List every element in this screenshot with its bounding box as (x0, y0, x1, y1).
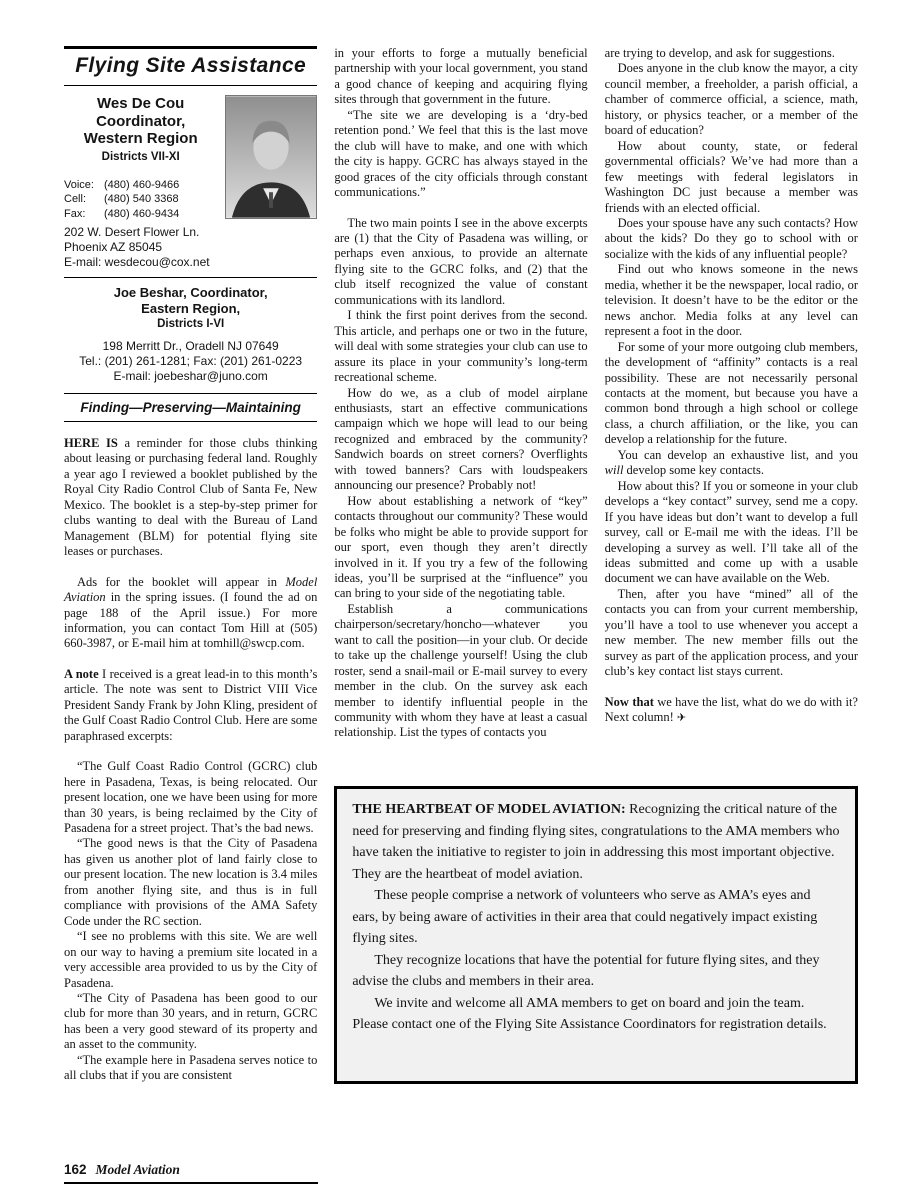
phone-line: Tel.: (201) 261-1281; Fax: (201) 261-0223 (79, 354, 303, 368)
paragraph (605, 587, 858, 680)
text-run: For some of your more outgoing club members, the development of “affinity” contacts is a real possibility. These are not necessarily personal contacts at the moment, but because you have a common bond through a high school or college class, a church affiliation, or the like, you can develop a relationship for the future. (604, 339, 858, 447)
paragraph (352, 993, 840, 1036)
phone-number: (480) 460-9434 (104, 207, 180, 220)
section-tagline: Finding—Preserving—Maintaining (80, 400, 301, 415)
text-run: develop some key contacts. (623, 463, 765, 478)
text-run: “The Gulf Coast Radio Control (GCRC) club here in Pasadena, Texas, is being relocated. Our present location, one we have been using for more than 30 years, is being reclaimed by the City of Pasadena for a street project. That’s the bad news. (64, 759, 318, 835)
text-run: Does anyone in the club know the mayor, a city council member, a freeholder, a parish official, a chamber of commerce official, a science, math, history, or physics teacher, or a member of the board of education? (604, 61, 858, 138)
paragraph (64, 991, 317, 1053)
text-run: “I see no problems with this site. We are well on our way to having a premium site located in a very accessible area provided to us by the City of Pasadena. (64, 929, 318, 990)
text-run: How about establishing a network of “key” contacts throughout our community? These would be folks who might be able to provide support for our sport, even though they aren’t directly involved in it. If you try a few of the following ideas, you’ll be surprised at the “influence” you can bring to your side of the negotiating table. (334, 493, 588, 601)
text-run: Find out who knows someone in the news media, whether it be the newspaper, local radio, or television. It doesn’t have to be the editor or the news anchor. Media folks at any level can represent a foot in the door. (604, 262, 858, 339)
coordinator-name-line: Joe Beshar, Coordinator, (113, 285, 268, 300)
text-run: I think the first point derives from the second. This article, and perhaps one or two in the future, will deal with some strategies your club can use to assure its place in your community’s long-term recreational scheme. (334, 308, 588, 385)
paragraph (334, 46, 587, 108)
text-run: HERE IS (64, 436, 118, 450)
paragraph (64, 436, 317, 560)
phone-number: (480) 460-9466 (104, 178, 180, 191)
text-run: a reminder for those clubs thinking about leasing or purchasing federal land. Roughly a year ago I reviewed a booklet published by the Royal City Radio Control Club of Santa Fe, New Mexico. The booklet is a step-by-step primer for clubs wanting to deal with the Bureau of Land Management (BLM) for potential flying site leases or purchases. (64, 436, 318, 559)
text-run: How about county, state, or federal governmental officials? We’ve had more than a few meetings with federal legislators in Washington DC just because a member was friends with an elected official. (604, 138, 858, 215)
paragraph (605, 262, 858, 339)
text-run: They recognize locations that have the potential for future flying sites, and they advise the clubs and members in their area. (352, 952, 820, 990)
paragraph (605, 479, 858, 587)
paragraph (605, 448, 858, 479)
text-run: Model Aviation (64, 574, 318, 605)
text-run: Now that (604, 694, 654, 709)
address-line: 198 Merritt Dr., Oradell NJ 07649 (102, 339, 279, 353)
western-districts: Districts VII-XI (101, 150, 180, 163)
paragraph (334, 308, 587, 385)
text-run: “The good news is that the City of Pasadena has given us another plot of land fairly close to our present location. The new location is 3.4 miles from another flying site, and thus is in full compliance with provisions of the AMA Safety Code under the RC section. (64, 836, 318, 928)
paragraph (64, 1053, 317, 1084)
body-column-1 (64, 436, 317, 1084)
eastern-coordinator-block (64, 278, 317, 393)
coordinator-name-line: Wes De Cou (97, 95, 185, 112)
page-folio (64, 1162, 318, 1184)
address-line: Phoenix AZ 85045 (64, 240, 163, 254)
phone-number: (480) 540 3368 (104, 193, 179, 205)
text-run: I received is a great lead-in to this month’s article. The note was sent to District VIII Vice President Sandy Frank by John Kling, president of the Gulf Coast Radio Control Club. Here are some paraphrased excerpts: (64, 666, 318, 743)
paragraph (605, 139, 858, 216)
text-run: Does your spouse have any such contacts? How about the kids? Do they go to school with or socialize with the kids of any influential people? (604, 215, 858, 261)
text-run: “The site we are developing is a ‘dry-bed retention pond.’ We feel that this is the last move the club will have to make, and one with which the city is happy. GCRC has always stayed in the good graces of the city officials through constant communications.” (334, 107, 588, 200)
page-number: 162 (64, 1162, 87, 1177)
text-run: “The City of Pasadena has been good to our club for more than 30 years, and in return, GCRC has been a very good steward of its property and an asset to the community. (64, 990, 318, 1052)
paragraph (334, 602, 587, 741)
eastern-districts: Districts I-VI (157, 318, 225, 330)
divider (64, 421, 317, 422)
paragraph (334, 108, 587, 201)
text-run: The two main points I see in the above excerpts are (1) that the City of Pasadena was willing, or perhaps even anxious, to provide an alternate flying site to the GCRC folks, and (2) that the club itself recognized the value of constant communications with its landlord. (334, 215, 588, 307)
column-title: Flying Site Assistance (75, 54, 307, 77)
paragraph (605, 61, 858, 138)
text-run: in the spring issues. (I found the ad on page 188 of the April issue.) For more information, you can contact Tom Hill at (505) 660-3987, or E-mail him at tomhill@swcp.com. (64, 590, 318, 651)
phone-label: Fax: (64, 207, 86, 220)
heartbeat-callout-box (334, 786, 858, 1084)
text-run: in your efforts to forge a mutually beneficial partnership with your local government, you stand a good chance of keeping and acquiring flying sites through that government in the future. (334, 46, 588, 107)
magazine-logotype: Model Aviation (95, 1162, 180, 1177)
phone-row (64, 178, 217, 193)
paragraph (334, 216, 587, 309)
address-line: 202 W. Desert Flower Ln. (64, 225, 200, 239)
email-line: E-mail: joebeshar@juno.com (113, 369, 268, 383)
text-run: How do we, as a club of model airplane enthusiasts, start an effective communications campaign which we hope will lead to our being recognized and embraced by the community? Sandwich boards on street corners? Overflights with towed banners? Cars with loudspeakers announcing our presence? Probably not! (334, 385, 588, 493)
paragraph (64, 759, 317, 836)
phone-row (64, 207, 217, 222)
paragraph (64, 929, 317, 991)
paragraph (605, 340, 858, 448)
coordinator-sidebar (64, 46, 317, 422)
body-column-2 (334, 46, 587, 741)
eastern-contact-lines (64, 339, 317, 384)
paragraph (64, 575, 317, 652)
right-column (605, 46, 858, 774)
text-run: You can develop an exhaustive list, and you (617, 447, 858, 462)
text-run: How about this? If you or someone in your club develops a “key contact” survey, send me a copy. If you have ideas but don’t want to develop a full survey, call or E-mail me with the ideas. I’ll be developing a survey as well. I’ll take all of the ideas submitted and come up with a usable document we can have available on the Web. (604, 478, 858, 586)
email-line: E-mail: wesdecou@cox.net (64, 255, 210, 269)
coordinator-name (64, 95, 217, 148)
western-coordinator-block (64, 86, 317, 223)
text-run: Recognizing the critical nature of the need for preserving and finding flying sites, congratulations to the AMA members who have taken the initiative to register to join in addressing this most important objective. They are the heartbeat of model aviation. (352, 802, 840, 882)
western-coordinator-info (64, 95, 217, 221)
paragraph (64, 836, 317, 929)
western-address (64, 223, 317, 277)
text-run: These people comprise a network of volunteers who serve as AMA’s eyes and ears, by being aware of activities in their area that could negatively impact existing flying sites. (352, 888, 818, 947)
phone-list (64, 178, 217, 222)
paragraph (605, 216, 858, 262)
text-run: We invite and welcome all AMA members to get on board and join the team. Please contact one of the Flying Site Assistance Coordinators for registration details. (352, 995, 827, 1033)
end-of-article-icon: ✈ (676, 712, 687, 725)
text-run: Ads for the booklet will appear in (77, 574, 286, 589)
coordinator-name-line: Coordinator, (96, 112, 186, 130)
paragraph (334, 386, 587, 494)
text-run: are trying to develop, and ask for suggestions. (604, 46, 835, 60)
left-column (64, 46, 317, 1084)
paragraph (334, 494, 587, 602)
paragraph (605, 695, 858, 727)
coordinator-name-line: Western Region (83, 130, 198, 147)
wes-de-cou-photo (225, 95, 317, 219)
text-run: Then, after you have “mined” all of the contacts you can from your current membership, you’ll have a tool to use whenever you accept a new member. The new member fills out the survey as part of the application process, and your club’s key contact list stays current. (604, 586, 858, 679)
paragraph (352, 885, 840, 950)
paragraph (605, 46, 858, 61)
middle-column (334, 46, 587, 774)
text-run: will (604, 463, 624, 478)
text-run: we have the list, what do we do with it? Next column! (604, 694, 858, 725)
coordinator-name (64, 285, 317, 316)
coordinator-name-line: Eastern Region, (141, 300, 241, 316)
body-column-3 (605, 46, 858, 726)
phone-row (64, 192, 217, 207)
text-run: THE HEARTBEAT OF MODEL AVIATION: (352, 802, 626, 818)
text-run: A note (64, 666, 99, 681)
page-grid (64, 46, 858, 1084)
paragraph (352, 799, 840, 885)
phone-label: Cell: (64, 193, 87, 205)
phone-label: Voice: (64, 178, 94, 191)
paragraph (352, 950, 840, 993)
text-run: “The example here in Pasadena serves notice to all clubs that if you are consistent (64, 1052, 318, 1083)
paragraph (64, 667, 317, 744)
text-run: Establish a communications chairperson/secretary/honcho—whatever you want to call the position—in your club. Or decide to take up the challenge yourself! Using the club roster, send a snail-mail or E-mail survey to every member in the club. On the survey ask each member to identify influential people in the community with whom they have at least a casual relationship. List the types of contacts you (334, 601, 588, 740)
